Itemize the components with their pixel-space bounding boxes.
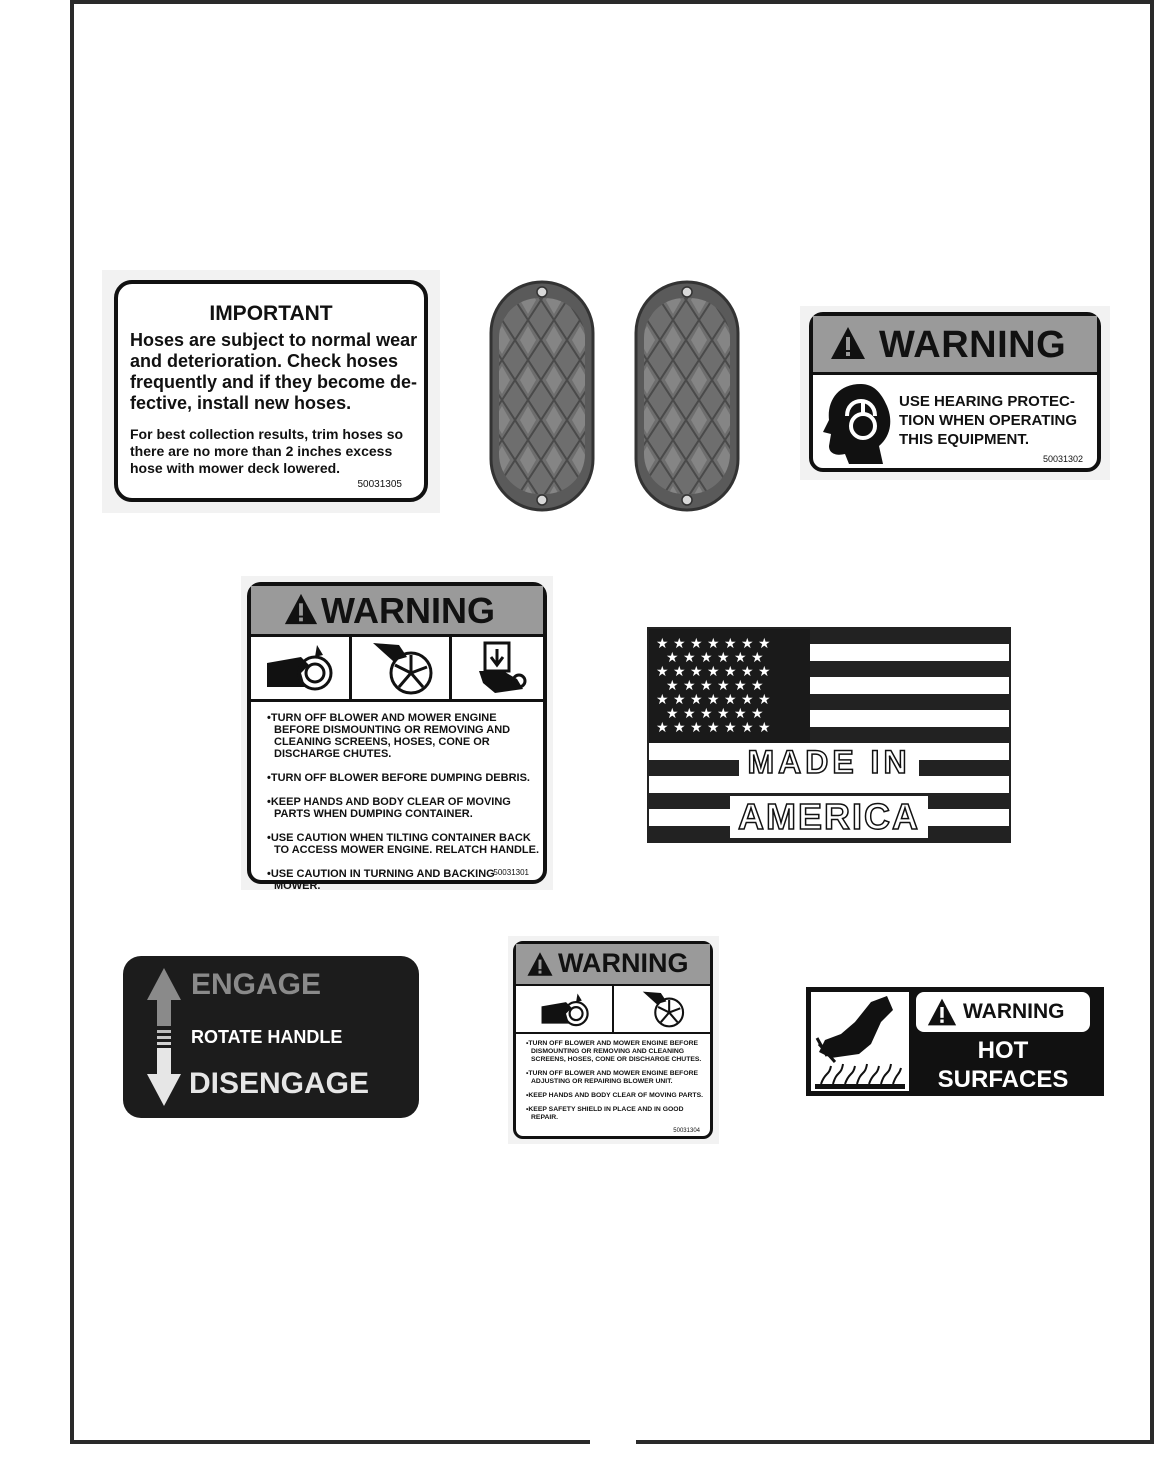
hot-surfaces-warning-title: WARNING xyxy=(963,1000,1065,1023)
svg-text:★ ★ ★ ★ ★ ★ ★: ★ ★ ★ ★ ★ ★ ★ xyxy=(656,720,771,736)
made-in-america-flag-decal xyxy=(648,628,1010,842)
svg-text:★ ★ ★ ★ ★ ★ ★: ★ ★ ★ ★ ★ ★ ★ xyxy=(656,636,771,652)
list-item-text: KEEP SAFETY SHIELD IN PLACE AND IN GOOD REPAIR. xyxy=(528,1106,684,1121)
list-item-text: TURN OFF BLOWER AND MOWER ENGINE BEFORE DISMOUNTING OR REMOVING AND CLEANING SCREENS, HOSES, CONE OR DISCHARGE CHUTES. xyxy=(528,1040,702,1063)
frame-left-border xyxy=(70,0,74,1444)
frame-bottom-border-left xyxy=(70,1440,590,1444)
safety-warning-decal xyxy=(508,936,719,1144)
warning-triangle-icon xyxy=(829,325,867,361)
list-item-text: KEEP HANDS AND BODY CLEAR OF MOVING PARTS WHEN DUMPING CONTAINER. xyxy=(270,796,511,820)
blower-warning-title: WARNING xyxy=(321,590,495,631)
warning-triangle-icon xyxy=(283,591,319,627)
hearing-warning-border xyxy=(809,312,1101,472)
hot-surfaces-message xyxy=(916,1036,1090,1094)
hot-surface-pictogram xyxy=(811,992,909,1091)
safety-warning-header xyxy=(516,944,710,986)
hearing-warning-part-number: 50031302 xyxy=(1042,454,1083,464)
fan-blade-icon xyxy=(640,990,690,1028)
important-paragraph-2: For best collection results, trim hoses so there are no more than 2 inches excess hose with mower deck lowered. xyxy=(130,426,404,476)
safety-warning-title: WARNING xyxy=(558,948,689,978)
frame-top-border xyxy=(70,0,1154,4)
safety-warning-border xyxy=(513,941,713,1139)
list-item-text: TURN OFF BLOWER BEFORE DUMPING DEBRIS. xyxy=(270,772,530,784)
disengage-label: DISENGAGE xyxy=(189,1067,370,1100)
important-paragraph-1: Hoses are subject to normal wear and deterioration. Check hoses frequently and if they become de-fective, install new hoses. xyxy=(130,330,418,413)
hot-surfaces-warning-box xyxy=(916,992,1090,1032)
reflector-left xyxy=(489,280,595,512)
svg-text:★ ★ ★ ★ ★ ★: ★ ★ ★ ★ ★ ★ xyxy=(666,678,764,694)
svg-text:★ ★ ★ ★ ★ ★: ★ ★ ★ ★ ★ ★ xyxy=(666,650,764,666)
list-item: •TURN OFF BLOWER BEFORE DUMPING DEBRIS. xyxy=(267,772,530,784)
list-item-text: TURN OFF BLOWER AND MOWER ENGINE BEFORE ADJUSTING OR REPAIRING BLOWER UNIT. xyxy=(528,1070,699,1085)
hand-entanglement-icon xyxy=(265,643,337,693)
flag-made-in-text: MADE IN xyxy=(739,744,918,781)
list-item-text: KEEP HANDS AND BODY CLEAR OF MOVING PARTS. xyxy=(528,1092,703,1099)
hot-surfaces-decal xyxy=(806,987,1104,1096)
blower-warning-border xyxy=(247,582,547,892)
safety-warning-part-number: 50031304 xyxy=(673,1128,700,1134)
flag-line-1-wrap xyxy=(648,744,1010,781)
important-part-number: 50031305 xyxy=(357,479,402,490)
warning-triangle-icon xyxy=(526,950,554,978)
important-decal xyxy=(102,270,440,513)
list-item: •TURN OFF BLOWER AND MOWER ENGINE BEFORE DISMOUNTING OR REMOVING AND CLEANING SCREENS, HOSES, CONE OR DISCHARGE CHUTES. xyxy=(267,712,511,760)
warning-triangle-icon xyxy=(926,997,958,1027)
pictogram-divider-end xyxy=(543,637,546,699)
list-item: •TURN OFF BLOWER AND MOWER ENGINE BEFORE ADJUSTING OR REPAIRING BLOWER UNIT. xyxy=(526,1070,699,1085)
double-arrow-icon xyxy=(145,966,183,1108)
engage-label: ENGAGE xyxy=(191,968,322,1001)
hot-surface-hand-icon xyxy=(811,992,909,1091)
safety-warning-list xyxy=(526,1040,708,1128)
engage-disengage-decal xyxy=(123,956,419,1118)
hearing-protection-icon xyxy=(821,380,893,464)
blower-warning-decal xyxy=(241,576,553,890)
list-item: •KEEP HANDS AND BODY CLEAR OF MOVING PARTS WHEN DUMPING CONTAINER. xyxy=(267,796,511,820)
hot-label: HOT xyxy=(977,1037,1029,1064)
list-item: •KEEP HANDS AND BODY CLEAR OF MOVING PARTS. xyxy=(526,1092,703,1099)
important-title: IMPORTANT xyxy=(209,302,333,325)
svg-text:★ ★ ★ ★ ★ ★ ★: ★ ★ ★ ★ ★ ★ ★ xyxy=(656,664,771,680)
list-item: •USE CAUTION WHEN TILTING CONTAINER BACK TO ACCESS MOWER ENGINE. RELATCH HANDLE. xyxy=(267,832,540,856)
important-decal-border xyxy=(114,280,428,502)
flag-line-2-wrap xyxy=(648,796,1010,838)
frame-right-border xyxy=(1150,0,1154,1444)
svg-text:★ ★ ★ ★ ★ ★ ★: ★ ★ ★ ★ ★ ★ ★ xyxy=(656,692,771,708)
list-item-text: USE CAUTION IN TURNING AND BACKING MOWER. xyxy=(270,868,495,892)
hand-entanglement-icon xyxy=(540,992,592,1028)
hearing-warning-message: USE HEARING PROTEC-TION WHEN OPERATING THIS EQUIPMENT. xyxy=(899,393,1078,448)
blower-warning-pictograms xyxy=(251,637,543,702)
surfaces-label: SURFACES xyxy=(937,1066,1069,1093)
list-item: •USE CAUTION IN TURNING AND BACKING MOWER. xyxy=(267,868,495,892)
list-item: •TURN OFF BLOWER AND MOWER ENGINE BEFORE DISMOUNTING OR REMOVING AND CLEANING SCREENS, HOSES, CONE OR DISCHARGE CHUTES. xyxy=(526,1040,702,1063)
pictogram-divider xyxy=(349,637,352,699)
safety-warning-pictograms xyxy=(516,986,710,1034)
rotate-handle-label: ROTATE HANDLE xyxy=(191,1027,343,1047)
flag-america-text: AMERICA xyxy=(730,796,928,838)
fan-blade-icon xyxy=(369,641,441,695)
pictogram-divider xyxy=(612,986,614,1032)
hearing-warning-title: WARNING xyxy=(879,324,1067,366)
blower-warning-header xyxy=(251,586,543,637)
reflector-right xyxy=(634,280,740,512)
list-item-text: TURN OFF BLOWER AND MOWER ENGINE BEFORE DISMOUNTING OR REMOVING AND CLEANING SCREENS, HOSES, CONE OR DISCHARGE CHUTES. xyxy=(270,712,511,760)
hearing-warning-decal xyxy=(800,306,1110,480)
list-item-text: USE CAUTION WHEN TILTING CONTAINER BACK TO ACCESS MOWER ENGINE. RELATCH HANDLE. xyxy=(270,832,540,856)
svg-text:★ ★ ★ ★ ★ ★: ★ ★ ★ ★ ★ ★ xyxy=(666,706,764,722)
list-item: •KEEP SAFETY SHIELD IN PLACE AND IN GOOD REPAIR. xyxy=(526,1106,684,1121)
crush-hazard-icon xyxy=(473,641,533,695)
hearing-warning-header xyxy=(813,316,1097,375)
frame-bottom-border-right xyxy=(636,1440,1154,1444)
blower-warning-part-number: 50031301 xyxy=(493,868,529,877)
pictogram-divider xyxy=(449,637,452,699)
